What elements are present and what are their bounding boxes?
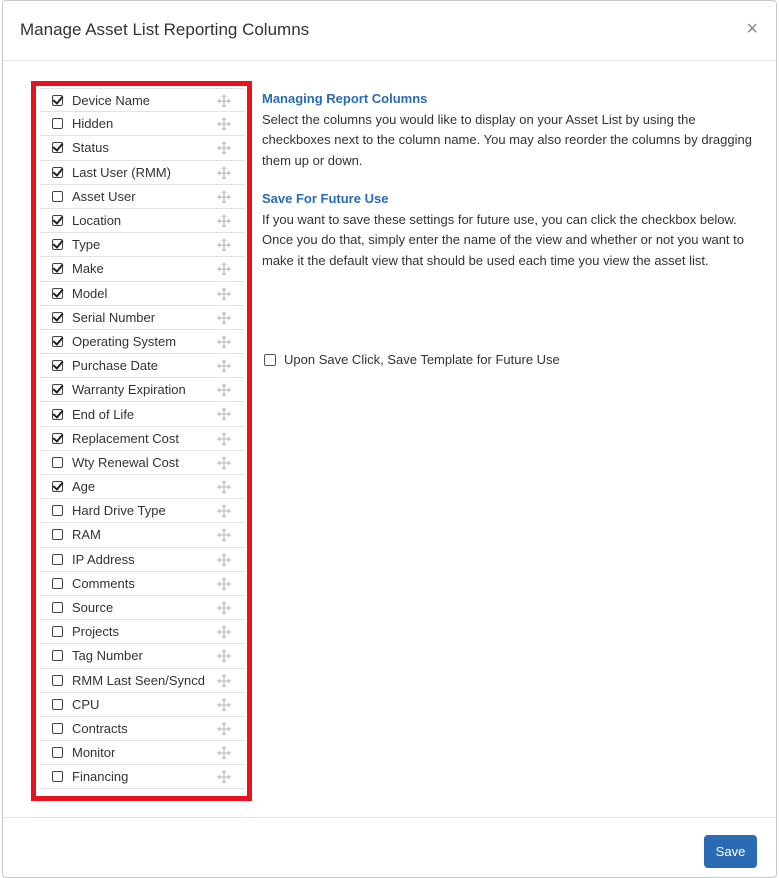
move-icon[interactable] [217, 190, 231, 204]
move-icon[interactable] [217, 335, 231, 349]
column-row[interactable] [40, 572, 245, 596]
move-icon[interactable] [217, 214, 231, 228]
move-icon[interactable] [217, 383, 231, 397]
column-checkbox[interactable] [52, 239, 63, 250]
move-icon[interactable] [217, 166, 231, 180]
column-checkbox[interactable] [52, 95, 63, 106]
column-checkbox[interactable] [52, 360, 63, 371]
move-icon[interactable] [217, 287, 231, 301]
move-icon[interactable] [217, 528, 231, 542]
move-icon[interactable] [217, 456, 231, 470]
managing-text: Select the columns you would like to display on your Asset List by using the checkboxes next to the column name. You may also reorder the columns by dragging them up or down. [262, 111, 752, 168]
column-checkbox[interactable] [52, 409, 63, 420]
column-label: Hidden [72, 116, 114, 132]
save-template-checkbox[interactable] [264, 354, 276, 366]
future-use-heading: Save For Future Use [262, 191, 389, 206]
column-row[interactable] [40, 306, 245, 330]
move-icon[interactable] [217, 625, 231, 639]
future-use-text: If you want to save these settings for future use, you can click the checkbox below. Once you do that, simply enter the name of the view and whether or not you want to make it the default view that should be used each time you view the asset list. [262, 211, 744, 268]
column-row[interactable] [40, 523, 245, 547]
future-use-section [262, 189, 752, 271]
column-checkbox[interactable] [52, 215, 63, 226]
column-label: Age [72, 479, 96, 495]
column-label: Location [72, 213, 122, 229]
info-panel [262, 89, 752, 268]
column-label: RMM Last Seen/Syncd [72, 672, 205, 688]
column-checkbox[interactable] [52, 142, 63, 153]
column-row[interactable] [40, 185, 245, 209]
column-checkbox[interactable] [52, 191, 63, 202]
column-label: Model [72, 285, 108, 301]
column-list-highlight [31, 81, 252, 801]
column-label: Replacement Cost [72, 430, 179, 446]
column-row[interactable] [40, 451, 245, 475]
column-row[interactable] [40, 693, 245, 717]
column-list [40, 88, 245, 789]
column-row[interactable] [40, 475, 245, 499]
column-row[interactable] [40, 620, 245, 644]
column-row[interactable] [40, 136, 245, 160]
column-label: Status [72, 140, 109, 156]
column-checkbox[interactable] [52, 723, 63, 734]
move-icon[interactable] [217, 770, 231, 784]
column-checkbox[interactable] [52, 505, 63, 516]
move-icon[interactable] [217, 722, 231, 736]
column-row[interactable] [40, 330, 245, 354]
move-icon[interactable] [217, 698, 231, 712]
column-checkbox[interactable] [52, 481, 63, 492]
modal-title: Manage Asset List Reporting Columns [20, 20, 310, 39]
column-row[interactable] [40, 644, 245, 668]
column-checkbox[interactable] [52, 626, 63, 637]
move-icon[interactable] [217, 577, 231, 591]
column-label: CPU [72, 696, 100, 712]
move-icon[interactable] [217, 141, 231, 155]
column-label: Hard Drive Type [72, 503, 166, 519]
column-checkbox[interactable] [52, 771, 63, 782]
column-row[interactable] [40, 209, 245, 233]
column-checkbox[interactable] [52, 263, 63, 274]
column-row[interactable] [40, 741, 245, 765]
column-checkbox[interactable] [52, 650, 63, 661]
column-checkbox[interactable] [52, 675, 63, 686]
column-row[interactable] [40, 596, 245, 620]
save-button[interactable]: Save [704, 835, 757, 868]
column-row[interactable] [40, 765, 245, 789]
move-icon[interactable] [217, 94, 231, 108]
move-icon[interactable] [217, 311, 231, 325]
column-checkbox[interactable] [52, 433, 63, 444]
column-label: End of Life [72, 406, 135, 422]
column-row[interactable] [40, 378, 245, 402]
column-label: Comments [72, 575, 135, 591]
move-icon[interactable] [217, 504, 231, 518]
column-label: Warranty Expiration [72, 382, 186, 398]
column-checkbox[interactable] [52, 554, 63, 565]
column-checkbox[interactable] [52, 578, 63, 589]
close-icon[interactable]: × [746, 18, 758, 40]
column-label: Device Name [72, 92, 151, 108]
move-icon[interactable] [217, 359, 231, 373]
move-icon[interactable] [217, 601, 231, 615]
column-row[interactable] [40, 548, 245, 572]
column-label: Type [72, 237, 101, 253]
column-row[interactable] [40, 669, 245, 693]
column-checkbox[interactable] [52, 602, 63, 613]
column-label: Operating System [72, 333, 177, 349]
modal-footer [3, 817, 776, 878]
column-label: Monitor [72, 745, 116, 761]
column-label: Make [72, 261, 104, 277]
column-label: Wty Renewal Cost [72, 454, 179, 470]
column-row[interactable] [40, 717, 245, 741]
move-icon[interactable] [217, 238, 231, 252]
column-checkbox[interactable] [52, 312, 63, 323]
column-row[interactable] [40, 112, 245, 136]
move-icon[interactable] [217, 553, 231, 567]
manage-columns-modal [2, 0, 777, 878]
move-icon[interactable] [217, 746, 231, 760]
modal-header [3, 1, 776, 61]
column-row[interactable] [40, 427, 245, 451]
column-checkbox[interactable] [52, 384, 63, 395]
column-checkbox[interactable] [52, 529, 63, 540]
column-label: IP Address [72, 551, 135, 567]
column-checkbox[interactable] [52, 118, 63, 129]
column-label: Last User (RMM) [72, 164, 171, 180]
column-label: Financing [72, 769, 129, 785]
column-checkbox[interactable] [52, 336, 63, 347]
move-icon[interactable] [217, 407, 231, 421]
column-label: Source [72, 600, 114, 616]
column-row[interactable] [40, 402, 245, 426]
move-icon[interactable] [217, 649, 231, 663]
column-label: Serial Number [72, 309, 156, 325]
column-checkbox[interactable] [52, 167, 63, 178]
column-row[interactable] [40, 88, 245, 112]
column-checkbox[interactable] [52, 699, 63, 710]
move-icon[interactable] [217, 117, 231, 131]
move-icon[interactable] [217, 480, 231, 494]
column-label: RAM [72, 527, 101, 543]
column-row[interactable] [40, 233, 245, 257]
column-checkbox[interactable] [52, 288, 63, 299]
column-row[interactable] [40, 257, 245, 281]
column-row[interactable] [40, 499, 245, 523]
save-template-option[interactable] [264, 352, 560, 367]
column-checkbox[interactable] [52, 747, 63, 758]
move-icon[interactable] [217, 432, 231, 446]
save-template-label: Upon Save Click, Save Template for Future Use [284, 352, 560, 367]
column-row[interactable] [40, 161, 245, 185]
column-label: Projects [72, 624, 119, 640]
column-label: Purchase Date [72, 358, 158, 374]
column-checkbox[interactable] [52, 457, 63, 468]
column-label: Tag Number [72, 648, 143, 664]
column-label: Asset User [72, 188, 136, 204]
managing-heading: Managing Report Columns [262, 91, 428, 106]
move-icon[interactable] [217, 262, 231, 276]
column-label: Contracts [72, 720, 128, 736]
move-icon[interactable] [217, 674, 231, 688]
column-row[interactable] [40, 354, 245, 378]
column-row[interactable] [40, 282, 245, 306]
